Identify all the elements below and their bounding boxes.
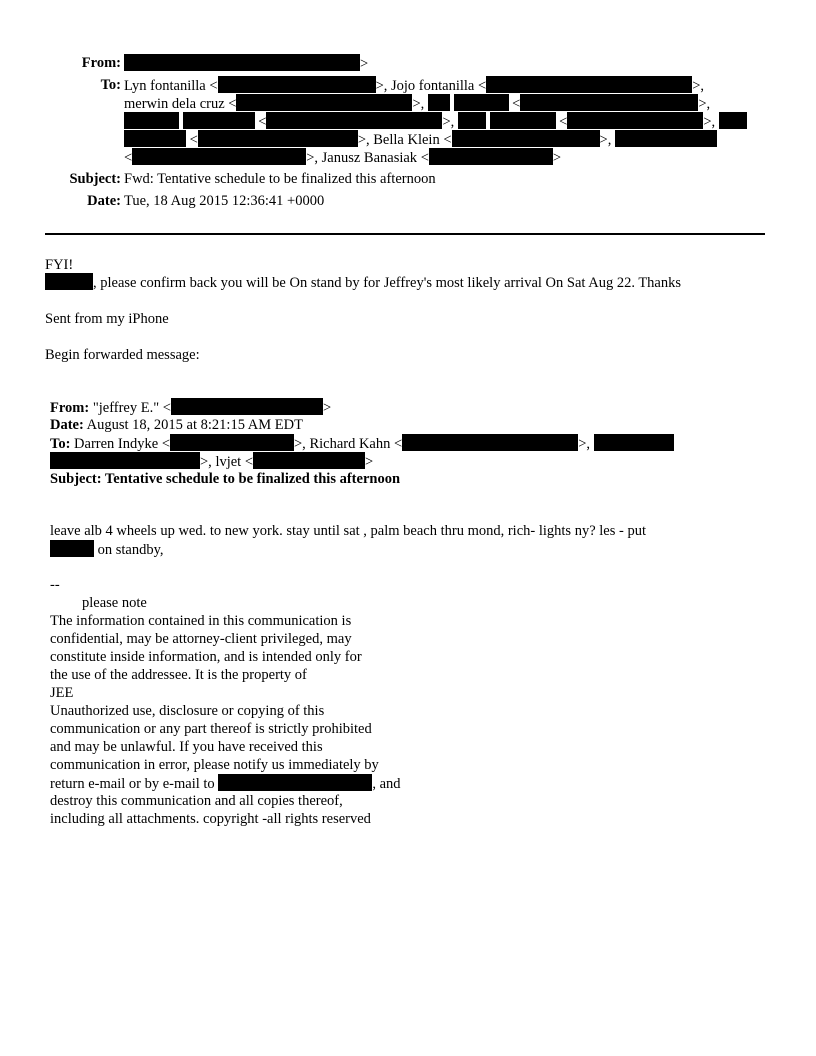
fwd-recipient: lvjet	[215, 454, 242, 470]
sent-from-text: Sent from my iPhone	[45, 311, 169, 327]
recipient-name: Janusz Banasiak	[321, 150, 418, 166]
redaction-box	[490, 112, 556, 129]
confirm-line	[45, 273, 681, 292]
fwd-to-label: To:	[50, 436, 71, 452]
recipient-name: Lyn fontanilla	[124, 78, 206, 94]
disclaimer-line: Unauthorized use, disclosure or copying of this	[50, 703, 325, 719]
subject-value: Fwd: Tentative schedule to be finalized this afternoon	[124, 171, 436, 187]
fwd-date-row	[50, 416, 303, 434]
recipient-name: merwin dela cruz	[124, 96, 225, 112]
redaction-box	[124, 54, 360, 71]
date-label: Date:	[87, 193, 121, 209]
from-value: >	[124, 54, 368, 73]
to-row-2: merwin dela cruz < >, < >,	[124, 96, 711, 112]
redaction-box	[50, 452, 200, 469]
recipient-name: Jojo fontanilla	[391, 78, 475, 94]
redaction-box	[124, 130, 186, 147]
fwd-to-row: To: Darren Indyke < >, Richard Kahn < >,	[50, 434, 674, 453]
redaction-box	[236, 94, 412, 111]
redaction-box	[198, 130, 358, 147]
fwd-to-row-2: >, lvjet < >	[50, 452, 373, 471]
to-row-4: < >, Bella Klein < >,	[124, 130, 717, 149]
redaction-box	[402, 434, 578, 451]
redaction-box	[132, 148, 306, 165]
fwd-date-label: Date:	[50, 417, 84, 433]
redaction-box	[183, 112, 255, 129]
fwd-from-label: From:	[50, 400, 90, 416]
redaction-box	[428, 94, 450, 111]
disclaimer-line: destroy this communication and all copies thereof,	[50, 793, 343, 809]
fwd-body-line-1: leave alb 4 wheels up wed. to new york. stay until sat , palm beach thru mond, rich- lights ny? les - put	[50, 523, 646, 539]
to-row-5: < >, Janusz Banasiak < >	[124, 150, 562, 166]
disclaimer-line: communication or any part thereof is strictly prohibited	[50, 721, 372, 737]
redaction-box	[454, 94, 509, 111]
disclaimer-line: confidential, may be attorney-client privileged, may	[50, 631, 352, 647]
fwd-body-text: on standby,	[94, 542, 164, 558]
redaction-box	[266, 112, 442, 129]
redaction-box	[615, 130, 717, 147]
disclaimer-line: The information contained in this communication is	[50, 613, 352, 629]
recipient-name: Bella Klein	[373, 132, 440, 148]
redaction-box	[124, 112, 179, 129]
signature-dashes: --	[50, 577, 60, 593]
redaction-box	[253, 452, 365, 469]
redaction-box	[486, 76, 692, 93]
disclaimer-line: and may be unlawful. If you have received this	[50, 739, 323, 755]
redaction-box	[45, 273, 93, 290]
from-label: From:	[81, 55, 121, 71]
redaction-box	[171, 398, 323, 415]
redaction-box	[429, 148, 553, 165]
disclaimer-line: communication in error, please notify us immediately by	[50, 757, 379, 773]
redaction-box	[719, 112, 747, 129]
to-label: To:	[100, 77, 121, 93]
disclaimer-line: the use of the addressee. It is the property of	[50, 667, 307, 683]
fyi-text: FYI!	[45, 257, 74, 273]
disclaimer-line: constitute inside information, and is intended only for	[50, 649, 362, 665]
redaction-box	[520, 94, 698, 111]
disclaimer-line: including all attachments. copyright -all rights reserved	[50, 811, 371, 827]
fwd-from-row: From: "jeffrey E." < >	[50, 400, 332, 416]
fwd-date-value: August 18, 2015 at 8:21:15 AM EDT	[86, 417, 303, 433]
disclaimer-email-line: return e-mail or by e-mail to , and	[50, 776, 401, 792]
header-divider	[45, 233, 765, 235]
redaction-box	[170, 434, 294, 451]
redaction-box	[218, 774, 372, 791]
redaction-box	[452, 130, 600, 147]
begin-forwarded-text: Begin forwarded message:	[45, 347, 200, 363]
fwd-from-name: "jeffrey E."	[92, 400, 160, 416]
subject-label: Subject:	[69, 171, 121, 187]
redaction-box	[458, 112, 486, 129]
fwd-recipient: Darren Indyke	[74, 436, 159, 452]
confirm-text: , please confirm back you will be On stand by for Jeffrey's most likely arrival On Sat Aug 22. Thanks	[93, 275, 682, 291]
redaction-box	[567, 112, 703, 129]
redaction-box	[50, 540, 94, 557]
to-row-3: < >, < >,	[124, 112, 747, 131]
fwd-body-line-2	[50, 540, 164, 559]
disclaimer-line: JEE	[50, 685, 74, 701]
fwd-recipient: Richard Kahn	[309, 436, 391, 452]
please-note-text: please note	[82, 595, 147, 611]
redaction-box	[594, 434, 674, 451]
redaction-box	[218, 76, 376, 93]
fwd-subject-row: Subject: Tentative schedule to be finalized this afternoon	[50, 471, 401, 487]
date-value: Tue, 18 Aug 2015 12:36:41 +0000	[124, 193, 325, 209]
